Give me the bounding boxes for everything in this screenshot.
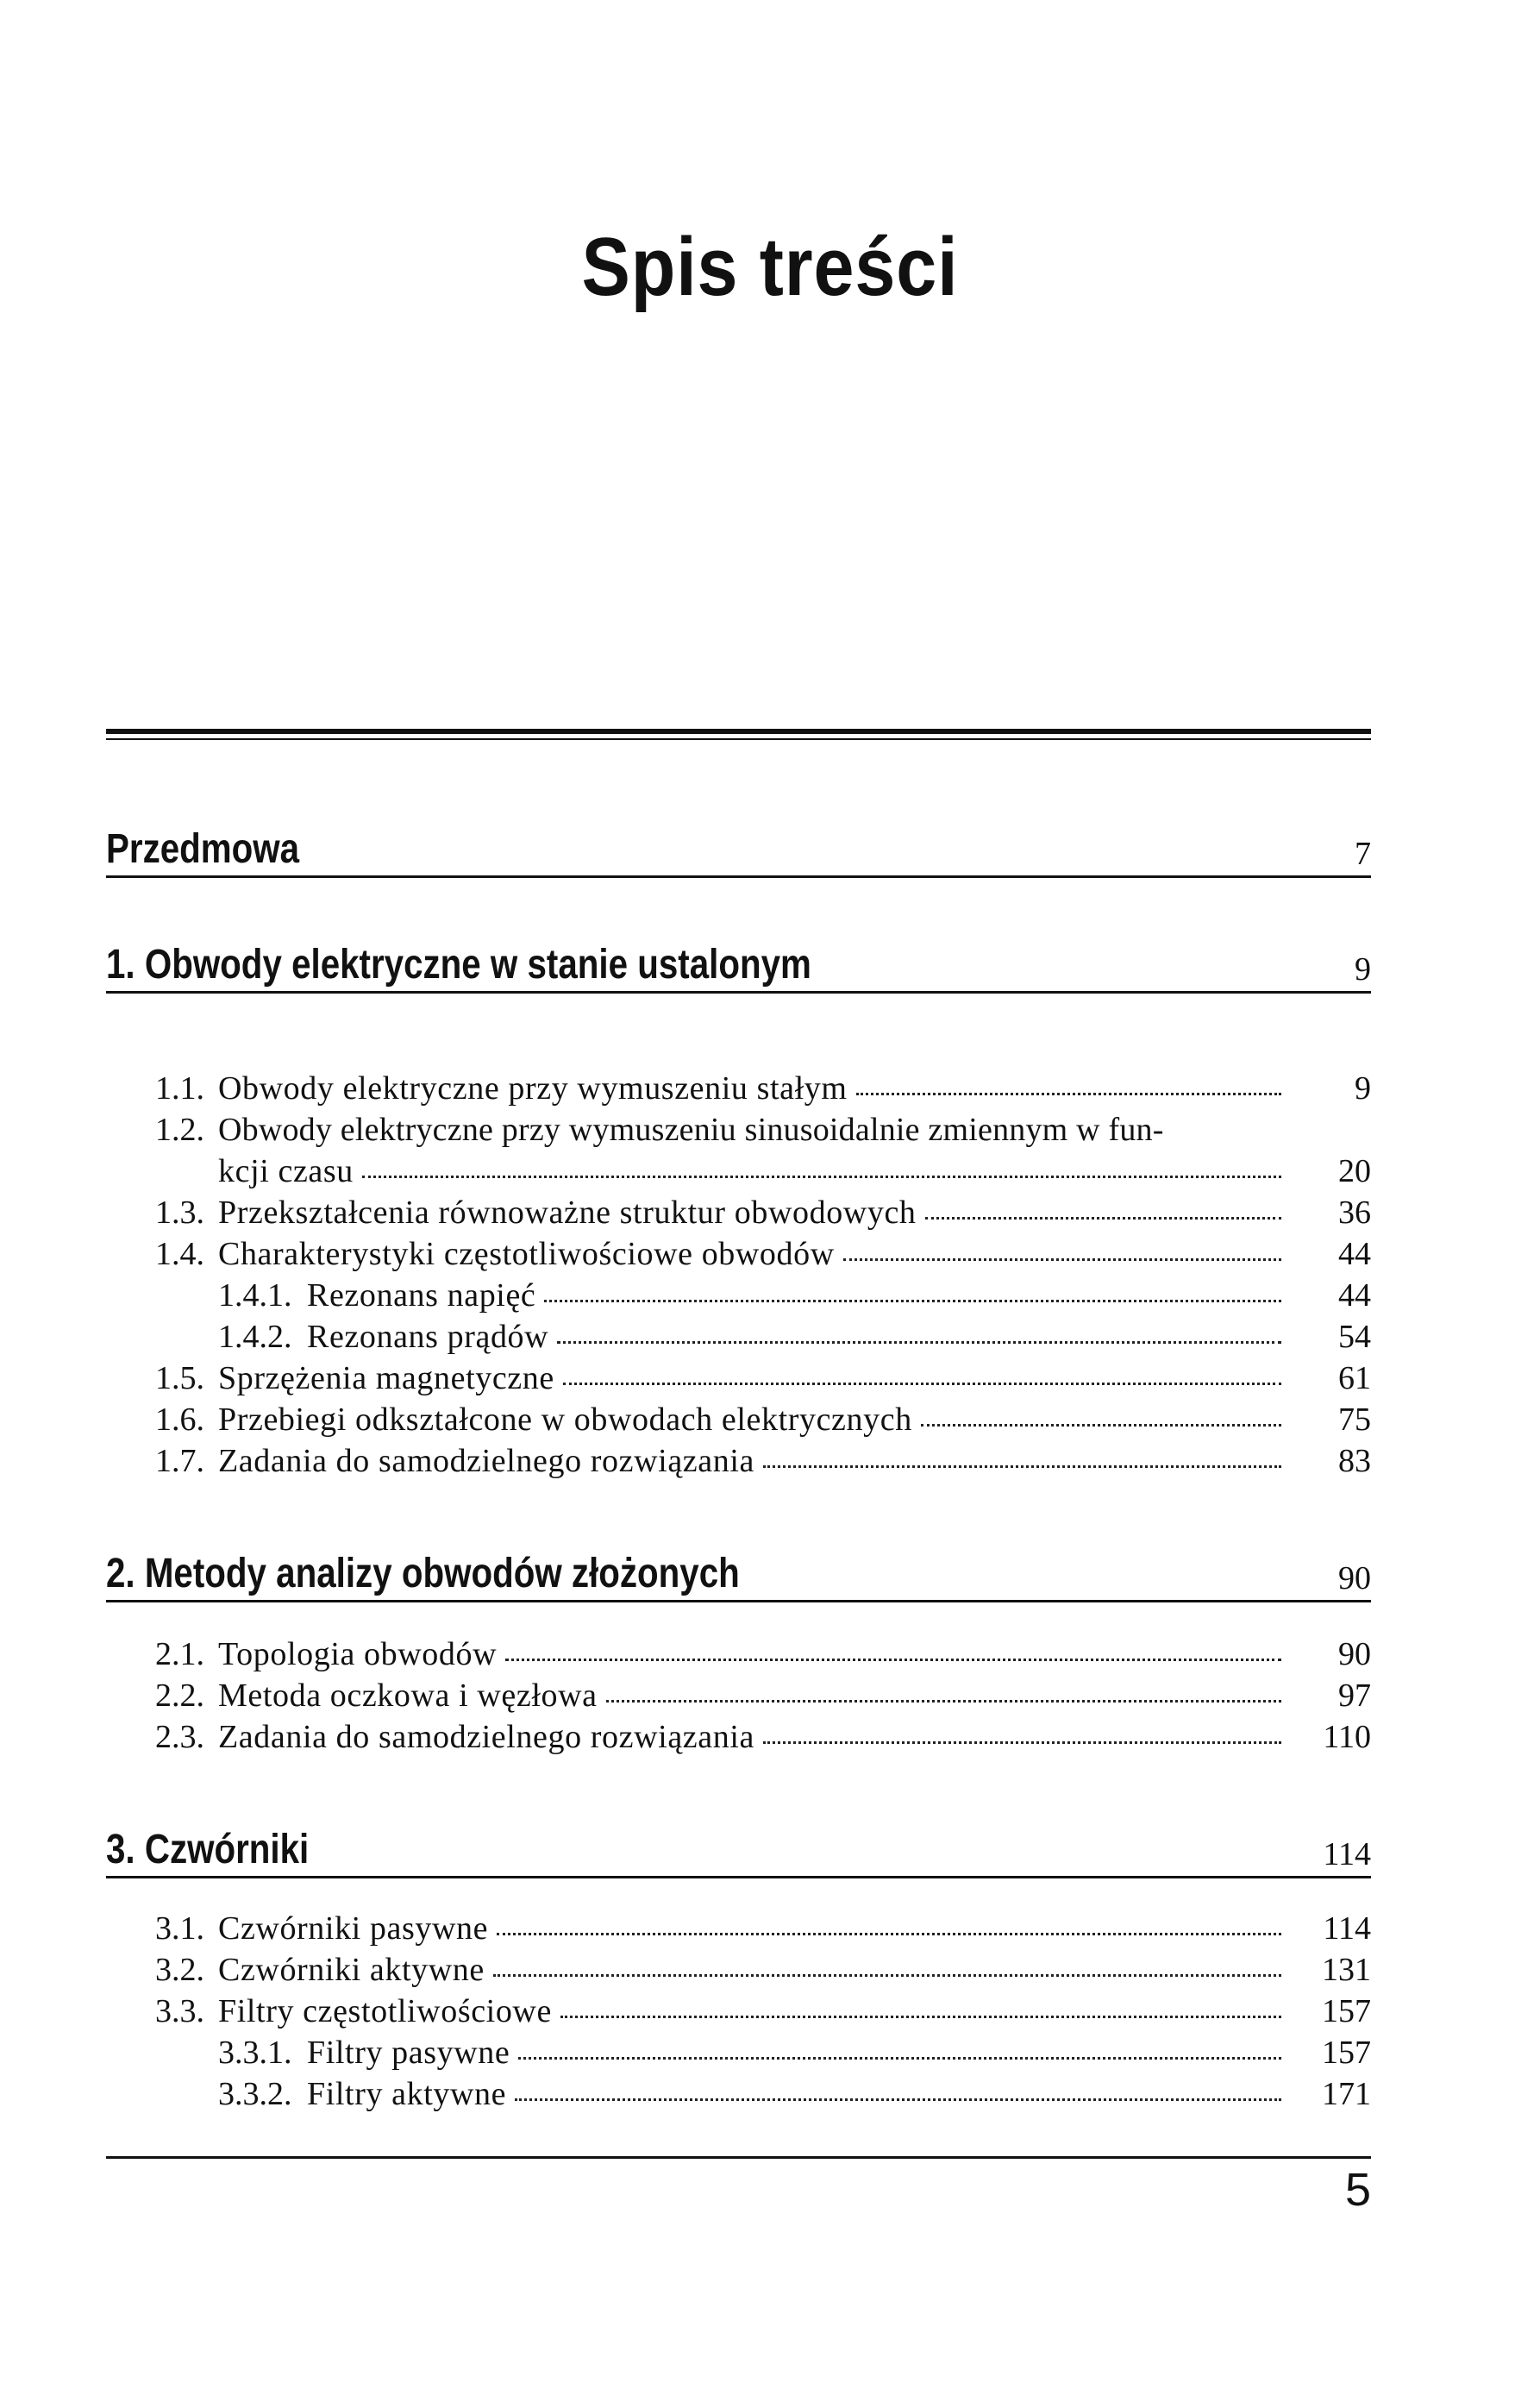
dot-leader: [518, 2054, 1281, 2060]
entry-number: 1.6.: [155, 1402, 204, 1438]
entry-number: 1.4.1.: [218, 1277, 292, 1314]
dot-leader: [493, 1971, 1281, 1977]
toc-entry-1-4-2[interactable]: [0, 1316, 1540, 1358]
dot-leader: [856, 1089, 1281, 1095]
toc-entry-1-4[interactable]: [0, 1233, 1540, 1275]
entry-label: Rezonans napięć: [307, 1277, 536, 1314]
chapter-1-heading[interactable]: [106, 931, 1371, 994]
toc-entry-1-7[interactable]: [0, 1440, 1540, 1482]
toc-entry-1-6[interactable]: [0, 1399, 1540, 1440]
footer-rule: [106, 2156, 1371, 2159]
entry-label: Filtry aktywne: [307, 2076, 507, 2112]
entry-label: Czwórniki pasywne: [218, 1910, 489, 1947]
preface-page: 7: [1355, 836, 1371, 872]
entry-label: Topologia obwodów: [218, 1636, 498, 1672]
entry-number: 3.1.: [155, 1910, 204, 1947]
dot-leader: [763, 1462, 1281, 1468]
chapter-1-page: 9: [1355, 951, 1371, 988]
entry-label: Metoda oczkowa i węzłowa: [218, 1678, 598, 1714]
entry-page: 36: [1338, 1195, 1371, 1231]
dot-leader: [497, 1929, 1281, 1935]
dot-leader: [560, 2012, 1281, 2018]
entry-page: 83: [1338, 1443, 1371, 1479]
dot-leader: [925, 1213, 1281, 1220]
toc-entry-3-1[interactable]: [0, 1908, 1540, 1949]
entry-label: Filtry częstotliwościowe: [218, 1993, 552, 2029]
toc-entry-1-2[interactable]: [0, 1109, 1540, 1151]
entry-page: 54: [1338, 1319, 1371, 1355]
entry-number: 2.1.: [155, 1636, 204, 1672]
entry-number: 3.3.1.: [218, 2035, 292, 2071]
toc-entry-3-3-2[interactable]: [0, 2073, 1540, 2115]
entry-page: 157: [1322, 1993, 1371, 2029]
entry-page: 97: [1338, 1678, 1371, 1714]
toc-entry-1-5[interactable]: [0, 1358, 1540, 1399]
chapter-2-page: 90: [1338, 1560, 1371, 1596]
entry-number: 2.2.: [155, 1678, 204, 1714]
entry-page: 20: [1338, 1153, 1371, 1189]
entry-page: 131: [1322, 1952, 1371, 1988]
entry-page: 110: [1323, 1719, 1371, 1755]
chapter-2-heading[interactable]: [106, 1540, 1371, 1602]
preface-heading[interactable]: [106, 815, 1371, 878]
chapter-3-page: 114: [1323, 1836, 1371, 1872]
entry-label: Filtry pasywne: [307, 2035, 510, 2071]
entry-label: Zadania do samodzielnego rozwiązania: [218, 1443, 754, 1479]
entry-page: 44: [1338, 1277, 1371, 1314]
chapter-2-title: 2. Metody analizy obwodów złożonych: [106, 1551, 740, 1596]
entry-label: Czwórniki aktywne: [218, 1952, 485, 1988]
dot-leader: [544, 1296, 1281, 1302]
toc-entry-1-2-continued[interactable]: [0, 1151, 1540, 1192]
dot-leader: [515, 2095, 1281, 2101]
toc-entry-3-3[interactable]: [0, 1991, 1540, 2032]
entry-page: 157: [1322, 2035, 1371, 2071]
top-rule-thin: [106, 738, 1371, 740]
toc-entry-2-1[interactable]: [0, 1634, 1540, 1675]
entry-page: 75: [1338, 1402, 1371, 1438]
toc-entry-1-3[interactable]: [0, 1192, 1540, 1233]
dot-leader: [843, 1255, 1281, 1261]
entry-label: Przekształcenia równoważne struktur obwodowych: [218, 1195, 917, 1231]
preface-title: Przedmowa: [106, 826, 300, 872]
dot-leader: [505, 1655, 1281, 1661]
entry-number: 1.4.2.: [218, 1319, 292, 1355]
entry-label: Zadania do samodzielnego rozwiązania: [218, 1719, 754, 1755]
dot-leader: [563, 1379, 1281, 1385]
top-rule-thick: [106, 729, 1371, 734]
dot-leader: [763, 1738, 1281, 1744]
toc-entry-3-3-1[interactable]: [0, 2032, 1540, 2073]
entry-label: Przebiegi odkształcone w obwodach elektrycznych: [218, 1402, 912, 1438]
page-number: 5: [1344, 2164, 1371, 2216]
page-title: Spis treści: [581, 221, 959, 313]
chapter-3-heading[interactable]: [106, 1815, 1371, 1878]
entry-page: 90: [1338, 1636, 1371, 1672]
entry-label: Obwody elektryczne przy wymuszeniu sinusoidalnie zmiennym w fun-: [218, 1112, 1164, 1148]
dot-leader: [362, 1172, 1281, 1178]
entry-number: 3.3.2.: [218, 2076, 292, 2112]
toc-entry-2-2[interactable]: [0, 1675, 1540, 1716]
chapter-1-title: 1. Obwody elektryczne w stanie ustalonym: [106, 942, 811, 988]
toc-entry-2-3[interactable]: [0, 1716, 1540, 1758]
entry-number: 1.5.: [155, 1360, 204, 1396]
entry-page: 171: [1322, 2076, 1371, 2112]
entry-number: 1.1.: [155, 1070, 204, 1107]
entry-number: 1.7.: [155, 1443, 204, 1479]
entry-page: 9: [1355, 1070, 1371, 1107]
chapter-3-title: 3. Czwórniki: [106, 1827, 310, 1872]
dot-leader: [557, 1338, 1281, 1344]
dot-leader: [606, 1696, 1281, 1703]
entry-label: Rezonans prądów: [307, 1319, 549, 1355]
entry-label: Sprzężenia magnetyczne: [218, 1360, 554, 1396]
entry-page: 114: [1323, 1910, 1371, 1947]
entry-number: 3.3.: [155, 1993, 204, 2029]
entry-number: 1.3.: [155, 1195, 204, 1231]
toc-entry-1-1[interactable]: [0, 1068, 1540, 1109]
entry-number: 3.2.: [155, 1952, 204, 1988]
entry-page: 44: [1338, 1236, 1371, 1272]
entry-number: 1.4.: [155, 1236, 204, 1272]
entry-number: 1.2.: [155, 1112, 204, 1148]
dot-leader: [921, 1420, 1281, 1427]
entry-page: 61: [1338, 1360, 1371, 1396]
entry-number: 2.3.: [155, 1719, 204, 1755]
entry-label: Charakterystyki częstotliwościowe obwodów: [218, 1236, 835, 1272]
entry-label: Obwody elektryczne przy wymuszeniu stałym: [218, 1070, 848, 1107]
toc-entry-1-4-1[interactable]: [0, 1275, 1540, 1316]
entry-label-continued: kcji czasu: [218, 1153, 354, 1189]
toc-entry-3-2[interactable]: [0, 1949, 1540, 1991]
